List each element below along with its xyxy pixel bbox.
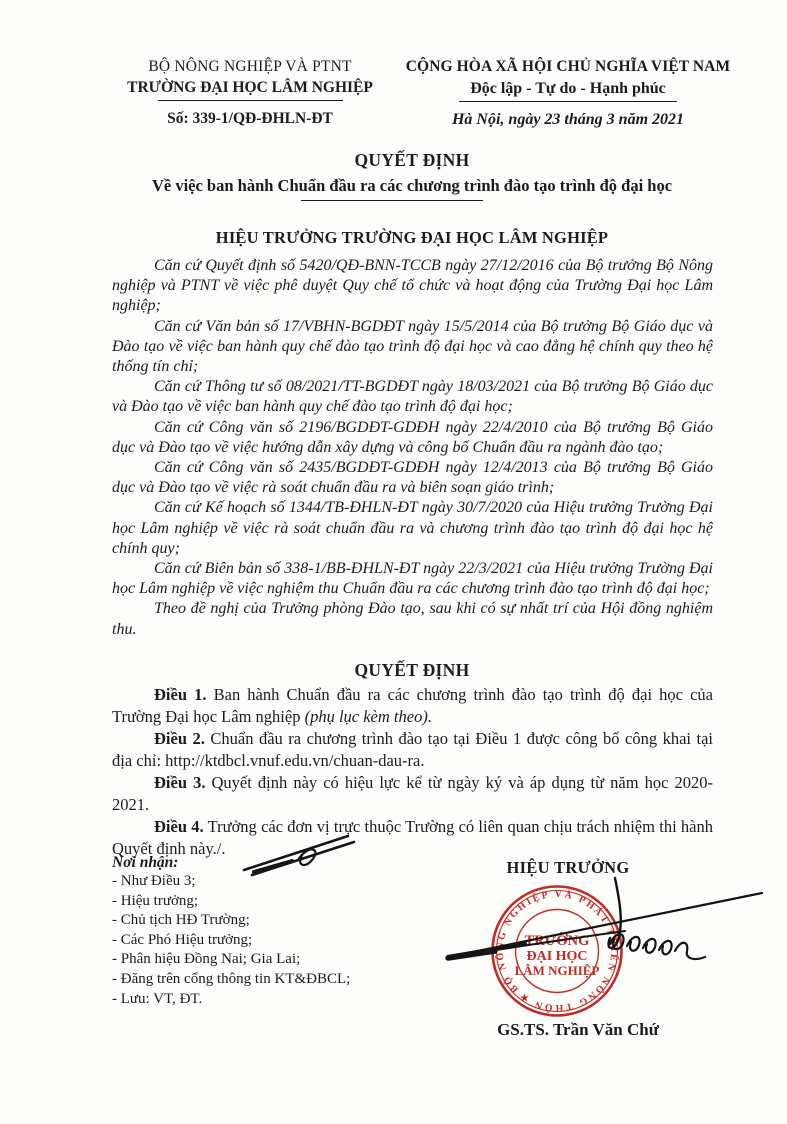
signer-name: GS.TS. Trần Văn Chứ (497, 1020, 659, 1039)
article-3 (112, 772, 713, 816)
preamble-paragraph: Căn cứ Công văn số 2435/BGDĐT-GDĐH ngày 12/4/2013 của Bộ trưởng Bộ Giáo dục và Đào tạo về việc rà soát chuẩn đầu ra và biên soạn giáo trình; (112, 459, 713, 497)
preamble-paragraph: Căn cứ Quyết định số 5420/QĐ-BNN-TCCB ngày 27/12/2016 của Bộ trưởng Bộ Nông nghiệp và PTNT về việc phê duyệt Quy chế tổ chức và hoạt động của Trường Đại học Lâm nghiệp; (112, 257, 713, 315)
article-1-annex-note: (phụ lục kèm theo). (304, 707, 432, 726)
national-motto-block (396, 58, 740, 129)
place-date-line: Hà Nội, ngày 23 tháng 3 năm 2021 (451, 111, 685, 128)
stamp-center-line2: ĐẠI HỌC (526, 949, 588, 964)
document-subtitle: Về việc ban hành Chuẩn đầu ra các chương trình đào tạo trình độ đại học (151, 176, 673, 195)
stamp-center-line3: LÂM NGHIỆP (514, 963, 600, 978)
articles-section (112, 684, 713, 860)
recipient-item: - Lưu: VT, ĐT. (112, 990, 203, 1007)
recipient-item: - Hiệu trưởng; (112, 892, 199, 909)
stamp-ring-text: BỘ NÔNG NGHIỆP VÀ PHÁT TRIỂN NÔNG THÔN ★ (494, 888, 620, 1014)
recipient-item: - Chủ tịch HĐ Trường; (112, 912, 250, 929)
article-2-text: Chuẩn đầu ra chương trình đào tạo tại Điều 1 được công bố công khai tại địa chỉ: http://ktdbcl.vnuf.edu.vn/chuan-dau-ra. (112, 729, 713, 770)
article-1-text: Ban hành Chuẩn đầu ra các chương trình đào tạo trình độ đại học của Trường Đại học Lâm nghiệp (112, 685, 713, 726)
preamble-paragraph: Căn cứ Kế hoạch số 1344/TB-ĐHLN-ĐT ngày 30/7/2020 của Hiệu trưởng Trường Đại học Lâm nghiệp về việc rà soát chuẩn đầu ra và chương trình đào tạo trình độ đại học hệ chính quy; (112, 499, 713, 557)
issuing-agency-block (98, 58, 402, 128)
recipients-label: Nơi nhận: (112, 854, 179, 871)
subtitle-rule (301, 200, 483, 201)
stamp-center-line1: TRƯỜNG (524, 933, 590, 949)
recipients-block (112, 854, 412, 1009)
ministry-name: BỘ NÔNG NGHIỆP VÀ PTNT (148, 58, 352, 75)
signature-ink (425, 866, 770, 981)
article-4-label: Điều 4. (154, 817, 204, 836)
document-title-block (112, 150, 712, 248)
preamble-paragraph: Căn cứ Thông tư số 08/2021/TT-BGDĐT ngày 18/03/2021 của Bộ trưởng Bộ Giáo dục và Đào tạo về việc ban hành quy chế đào tạo trình độ đại học; (112, 378, 713, 416)
article-3-label: Điều 3. (154, 773, 206, 792)
header-left-rule (158, 100, 343, 101)
preamble-section (112, 256, 713, 640)
republic-title: CỘNG HÒA XÃ HỘI CHỦ NGHĨA VIỆT NAM (405, 58, 731, 75)
article-2 (112, 728, 713, 772)
recipient-item: - Như Điều 3; (112, 873, 196, 889)
university-name: TRƯỜNG ĐẠI HỌC LÂM NGHIỆP (127, 79, 373, 96)
recipient-item: - Phân hiệu Đồng Nai; Gia Lai; (112, 951, 301, 968)
preamble-paragraph: Theo đề nghị của Trưởng phòng Đào tạo, sau khi có sự nhất trí của Hội đồng nghiệm thu. (112, 600, 713, 638)
signer-title: HIỆU TRƯỞNG (506, 858, 630, 877)
article-1-label: Điều 1. (154, 685, 207, 704)
preamble-paragraph: Căn cứ Công văn số 2196/BGDĐT-GDĐH ngày 22/4/2010 của Bộ trưởng Bộ Giáo dục và Đào tạo về việc hướng dẫn xây dựng và công bố Chuẩn đầu ra ngành đào tạo; (112, 418, 713, 456)
document-heading: QUYẾT ĐỊNH (354, 150, 470, 170)
decision-heading: QUYẾT ĐỊNH (354, 660, 470, 680)
recipient-item: - Đăng trên cổng thông tin KT&ĐBCL; (112, 970, 351, 987)
recipient-item: - Các Phó Hiệu trưởng; (112, 931, 253, 948)
article-3-text: Quyết định này có hiệu lực kể từ ngày ký và áp dụng từ năm học 2020-2021. (112, 773, 714, 814)
document-number: Số: 339-1/QĐ-ĐHLN-ĐT (167, 110, 333, 127)
article-1 (112, 684, 713, 728)
motto-line: Độc lập - Tự do - Hạnh phúc (470, 80, 666, 97)
article-2-label: Điều 2. (154, 729, 205, 748)
article-4-text: Trưởng các đơn vị trực thuộc Trường có liên quan chịu trách nhiệm thi hành Quyết định này./. (112, 817, 713, 858)
issuing-authority: HIỆU TRƯỞNG TRƯỜNG ĐẠI HỌC LÂM NGHIỆP (215, 228, 609, 247)
preamble-paragraph: Căn cứ Văn bản số 17/VBHN-BGDĐT ngày 15/5/2014 của Bộ trưởng Bộ Giáo dục và Đào tạo về việc ban hành quy chế đào tạo trình độ đại học và cao đẳng hệ chính quy theo hệ thống tín chỉ; (112, 317, 713, 376)
preamble-paragraph: Căn cứ Biên bản số 338-1/BB-ĐHLN-ĐT ngày 22/3/2021 của Hiệu trưởng Trường Đại học Lâm nghiệp về việc nghiệm thu Chuẩn đầu ra các chương trình đào tạo trình độ đại học; (112, 560, 713, 598)
header-right-rule (459, 101, 677, 102)
